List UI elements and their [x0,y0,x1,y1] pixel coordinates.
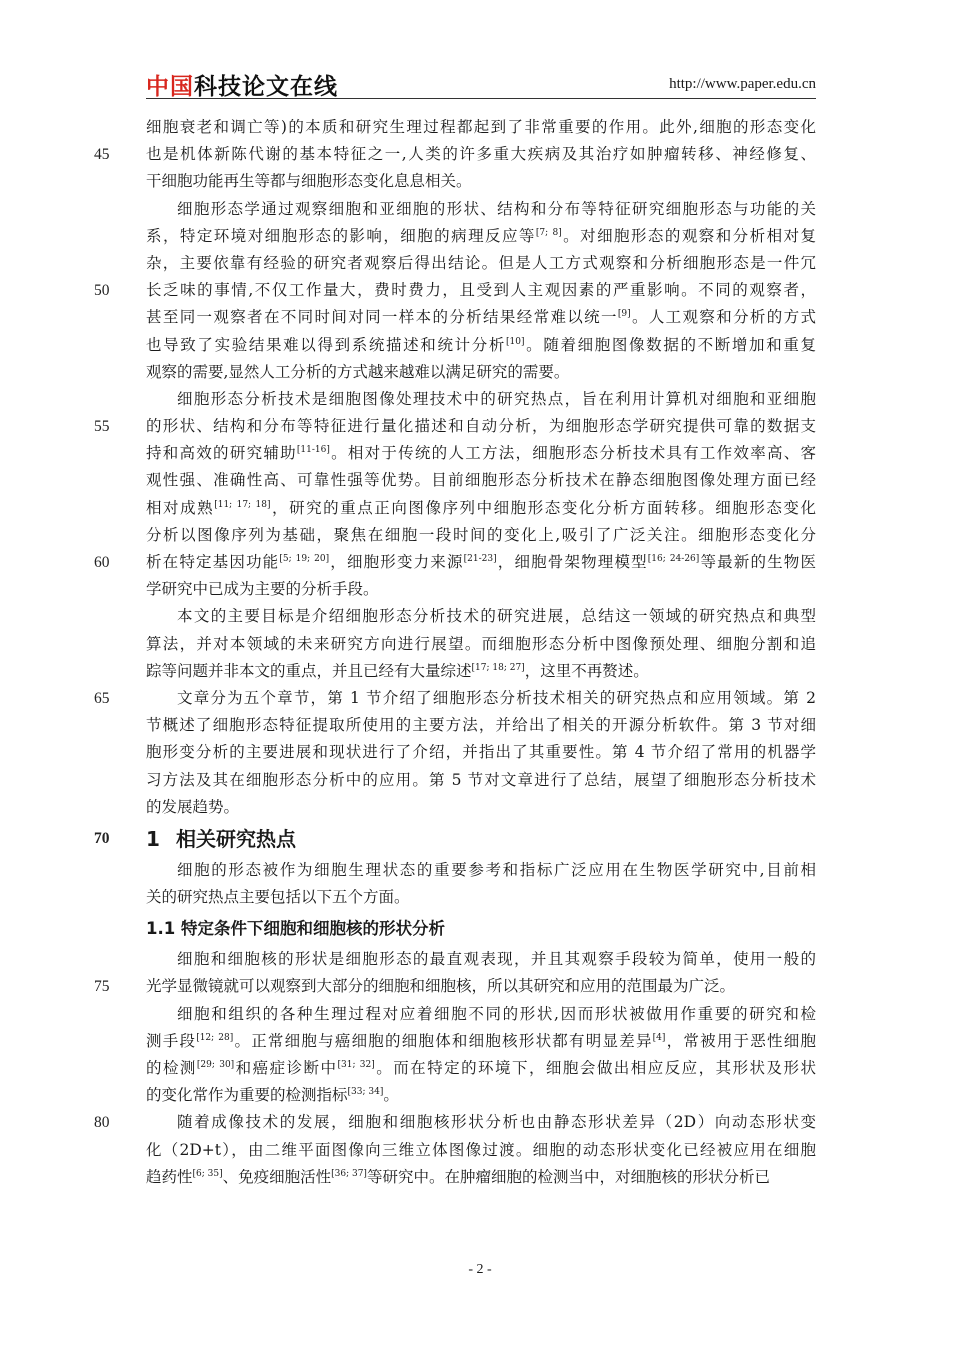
line-text [146,919,445,938]
text-segment: 的检测 [146,1059,197,1077]
text-line [94,549,816,576]
citation-ref[interactable]: [4] [652,1032,666,1043]
line-text [146,444,816,462]
text-segment: ，研究的重点正向图像序列中细胞形态变化分析方面转移。细胞形态变化 [270,498,816,517]
text-segment: 测手段 [146,1031,197,1050]
citation-ref[interactable]: [10] [506,336,525,347]
text-line [146,857,816,884]
text-segment: 也导致了实验结果难以得到系统描述和统计分析 [146,335,507,354]
text-line [146,332,816,359]
citation-ref[interactable]: [29; 30] [196,1060,235,1070]
text-line [94,685,816,712]
text-segment: 文章分为五个章节，第 1 节介绍了细胞形态分析技术相关的研究热点和应用领域。第 2 [177,688,816,707]
journal-logo [146,68,338,101]
text-line [94,413,816,440]
section-number: 1 [146,826,160,851]
text-segment: 相关研究热点 [176,826,296,851]
text-line [146,1164,816,1191]
line-text [176,827,296,851]
text-line [146,712,816,739]
line-text [146,417,816,435]
subsection-heading [146,911,816,946]
text-line [146,114,816,141]
line-text [146,716,816,734]
text-line [146,386,816,413]
text-segment: 本文的主要目标是介绍细胞形态分析技术的研究进展，总结这一领域的研究热点和典型 [177,607,816,626]
line-text [146,977,735,995]
text-segment: 的变化常作为重要的检测指标 [146,1086,348,1105]
text-segment: 等研究中。在肿瘤细胞的检测当中，对细胞核的形状分析已 [366,1167,770,1186]
text-segment: 相对成熟 [146,498,215,517]
line-text [146,1032,816,1050]
text-segment: 分析以图像序列为基础，聚焦在细胞一段时间的变化上,吸引了广泛关注。细胞形态变化分 [146,525,816,544]
text-segment: 趋药性 [146,1167,193,1186]
text-segment: 。人工观察和分析的方式 [630,308,816,327]
line-number: 55 [94,418,110,436]
line-text [146,580,379,598]
line-number: 60 [94,554,110,571]
text-line [146,1001,816,1028]
page-number: - 2 - [468,1262,492,1277]
text-segment: 。随着细胞图像数据的不断增加和重复 [524,335,816,354]
text-segment: 。而在特定的环境下，细胞会做出相应反应，其形状及形状 [374,1059,816,1077]
text-line [146,631,816,658]
text-segment: 化（2D+t），由二维平面图像向三维立体图像过渡。细胞的动态形状变化已经被应用在细胞 [146,1140,816,1159]
text-line [146,522,816,549]
line-text [177,200,816,218]
text-segment: 等最新的生物医 [699,553,816,571]
text-line [146,794,816,821]
line-text [146,1059,816,1077]
line-number: 80 [94,1114,110,1132]
text-segment: 。正常细胞与癌细胞的细胞体和细胞核形状都有明显差异 [233,1031,653,1050]
line-text [146,1168,770,1186]
text-segment: 算法，并对本领域的未来研究方向进行展望。而细胞形态分析中图像预处理、细胞分割和追 [146,634,816,653]
line-text [146,254,816,272]
text-line [146,304,816,331]
text-segment: 长乏味的事情,不仅工作量大，费时费力，且受到人主观因素的严重影响。不同的观察者， [146,281,816,300]
text-line [146,495,816,522]
text-line [94,1109,816,1136]
text-segment: 关的研究热点主要包括以下五个方面。 [146,888,410,907]
text-line [146,359,816,386]
text-segment: 细胞衰老和调亡等)的本质和研究生理过程都起到了非常重要的作用。此外,细胞的形态变化 [146,118,816,136]
text-line [146,168,816,195]
text-line [94,973,816,1000]
text-line [146,1082,816,1109]
text-segment: 细胞形态学通过观察细胞和亚细胞的形状、结构和分布等特征研究细胞形态与功能的关 [177,199,816,218]
line-text [146,145,816,163]
line-number: 65 [94,689,110,707]
line-text [146,363,569,381]
line-text [146,1086,399,1104]
text-segment: ，细胞形变力来源 [329,553,464,571]
line-text [146,118,816,136]
line-text [146,635,816,653]
text-segment: 的形状、结构和分布等特征进行量化描述和自动分析，为细胞形态学研究提供可靠的数据支 [146,417,816,436]
line-text [177,861,816,879]
citation-ref[interactable]: [9] [617,309,631,320]
text-segment: 光学显微镜就可以观察到大部分的细胞和细胞核，所以其研究和应用的范围最为广泛。 [146,977,736,996]
text-segment: 细胞的形态被作为细胞生理状态的重要参考和指标广泛应用在生物医学研究中,目前相 [177,860,816,879]
line-text [146,499,816,517]
text-segment: 持和高效的研究辅助 [146,444,297,463]
citation-ref[interactable]: [11; 17; 18] [214,499,271,510]
section-heading [94,821,816,857]
line-number: 75 [94,978,110,996]
line-text [177,1005,816,1023]
text-line [94,141,816,168]
line-text [146,227,816,245]
text-segment: 细胞形态分析技术是细胞图像处理技术中的研究热点，旨在利用计算机对细胞和亚细胞 [177,389,816,408]
text-segment: 和癌症诊断中 [234,1059,338,1077]
text-segment: 节概述了细胞形态特征提取所使用的主要方法，并给出了相关的开源分析软件。第 3 节对细 [146,716,816,735]
text-segment: 1.1 特定条件下细胞和细胞核的形状分析 [146,919,445,939]
citation-ref[interactable]: [21-23] [463,554,497,564]
text-segment: 甚至同一观察者在不同时间对同一样本的分析结果经常难以统一 [146,308,618,327]
citation-ref[interactable]: [7; 8] [535,227,562,238]
line-text [146,281,816,299]
line-text [146,308,816,326]
paper-body [94,114,816,1191]
text-segment: 的发展趋势。 [146,797,240,816]
line-text [146,526,816,544]
text-segment: 随着成像技术的发展，细胞和细胞核形状分析也由静态形状差异（2D）向动态形状变 [177,1113,816,1132]
text-segment: 学研究中已成为主要的分析手段。 [146,580,379,599]
text-line [146,250,816,277]
line-text [177,950,816,968]
text-segment: 观性强、准确性高、可靠性强等优势。目前细胞形态分析技术在静态细胞图像处理方面已经 [146,471,816,490]
text-segment: ，细胞骨架物理模型 [496,553,648,571]
line-text [146,662,649,680]
text-segment: ，这里不再赘述。 [524,661,649,680]
citation-ref[interactable]: [16; 24-26] [647,554,700,564]
text-line [146,1055,816,1082]
citation-ref[interactable]: [6; 35] [192,1168,223,1179]
text-segment: 、免疫细胞活性 [222,1167,332,1186]
text-line [146,739,816,766]
line-number: 45 [94,146,110,164]
text-line [146,946,816,973]
text-line [146,884,816,911]
line-text [146,743,816,761]
text-line [146,1028,816,1055]
text-segment: 细胞和细胞核的形状是细胞形态的最直观表现，并且其观察手段较为简单，使用一般的 [177,950,816,969]
citation-ref[interactable]: [33; 34] [347,1087,384,1098]
text-line [146,196,816,223]
text-segment: 踪等问题并非本文的重点，并且已经有大量综述 [146,661,472,680]
line-text [146,771,816,789]
citation-ref[interactable]: [12; 28] [196,1032,234,1043]
logo-dark-text: 科技论文在线 [194,74,338,100]
header-url[interactable]: http://www.paper.edu.cn [669,76,816,92]
line-text [146,471,816,489]
text-segment: 胞形变分析的主要进展和现状进行了介绍，并指出了其重要性。第 4 节介绍了常用的机器学 [146,743,816,762]
citation-ref[interactable]: [11-16] [296,445,330,456]
line-text [177,390,816,408]
text-segment: 系，特定环境对细胞形态的影响，细胞的病理反应等 [146,226,536,245]
line-text [177,607,816,625]
text-segment: ，常被用于恶性细胞 [665,1031,816,1050]
text-line [146,223,816,250]
citation-ref[interactable]: [17; 18; 27] [471,662,525,673]
line-text [146,553,816,571]
line-text [146,172,472,190]
text-line [146,603,816,630]
line-text [177,689,816,707]
text-segment: 。 [383,1086,399,1105]
text-segment: 习方法及其在细胞形态分析中的应用。第 5 节对文章进行了总结，展望了细胞形态分析技术 [146,770,816,789]
text-segment: 也是机体新陈代谢的基本特征之一,人类的许多重大疾病及其治疗如肿瘤转移、神经修复、 [146,145,816,164]
line-text [146,798,239,816]
citation-ref[interactable]: [36; 37] [331,1168,367,1179]
text-segment: 杂，主要依靠有经验的研究者观察后得出结论。但是人工方式观察和分析细胞形态是一件冗 [146,253,816,272]
text-line [146,440,816,467]
logo-red-text: 中国 [146,74,194,100]
line-number: 50 [94,282,110,300]
text-segment: 。对细胞形态的观察和分析相对复 [561,226,816,245]
line-text [146,336,816,354]
citation-ref[interactable]: [31; 32] [337,1060,375,1070]
text-line [94,277,816,304]
text-line [146,658,816,685]
text-line [146,1137,816,1164]
text-line [146,467,816,494]
text-line [146,767,816,794]
page-header [146,68,816,99]
citation-ref[interactable]: [5; 19; 20] [279,554,330,564]
text-segment: 。相对于传统的人工方法，细胞形态分析技术具有工作效率高、客 [329,444,816,463]
text-segment: 干细胞功能再生等都与细胞形态变化息息相关。 [146,172,472,191]
line-number: 70 [94,829,110,847]
text-segment: 观察的需要,显然人工分析的方式越来越难以满足研究的需要。 [146,362,570,381]
line-text [146,1141,816,1159]
text-segment: 析在特定基因功能 [146,553,280,571]
text-line [146,576,816,603]
line-text [177,1113,816,1131]
text-segment: 细胞和组织的各种生理过程对应着细胞不同的形状,因而形状被做用作重要的研究和检 [177,1004,816,1023]
line-text [146,888,410,906]
